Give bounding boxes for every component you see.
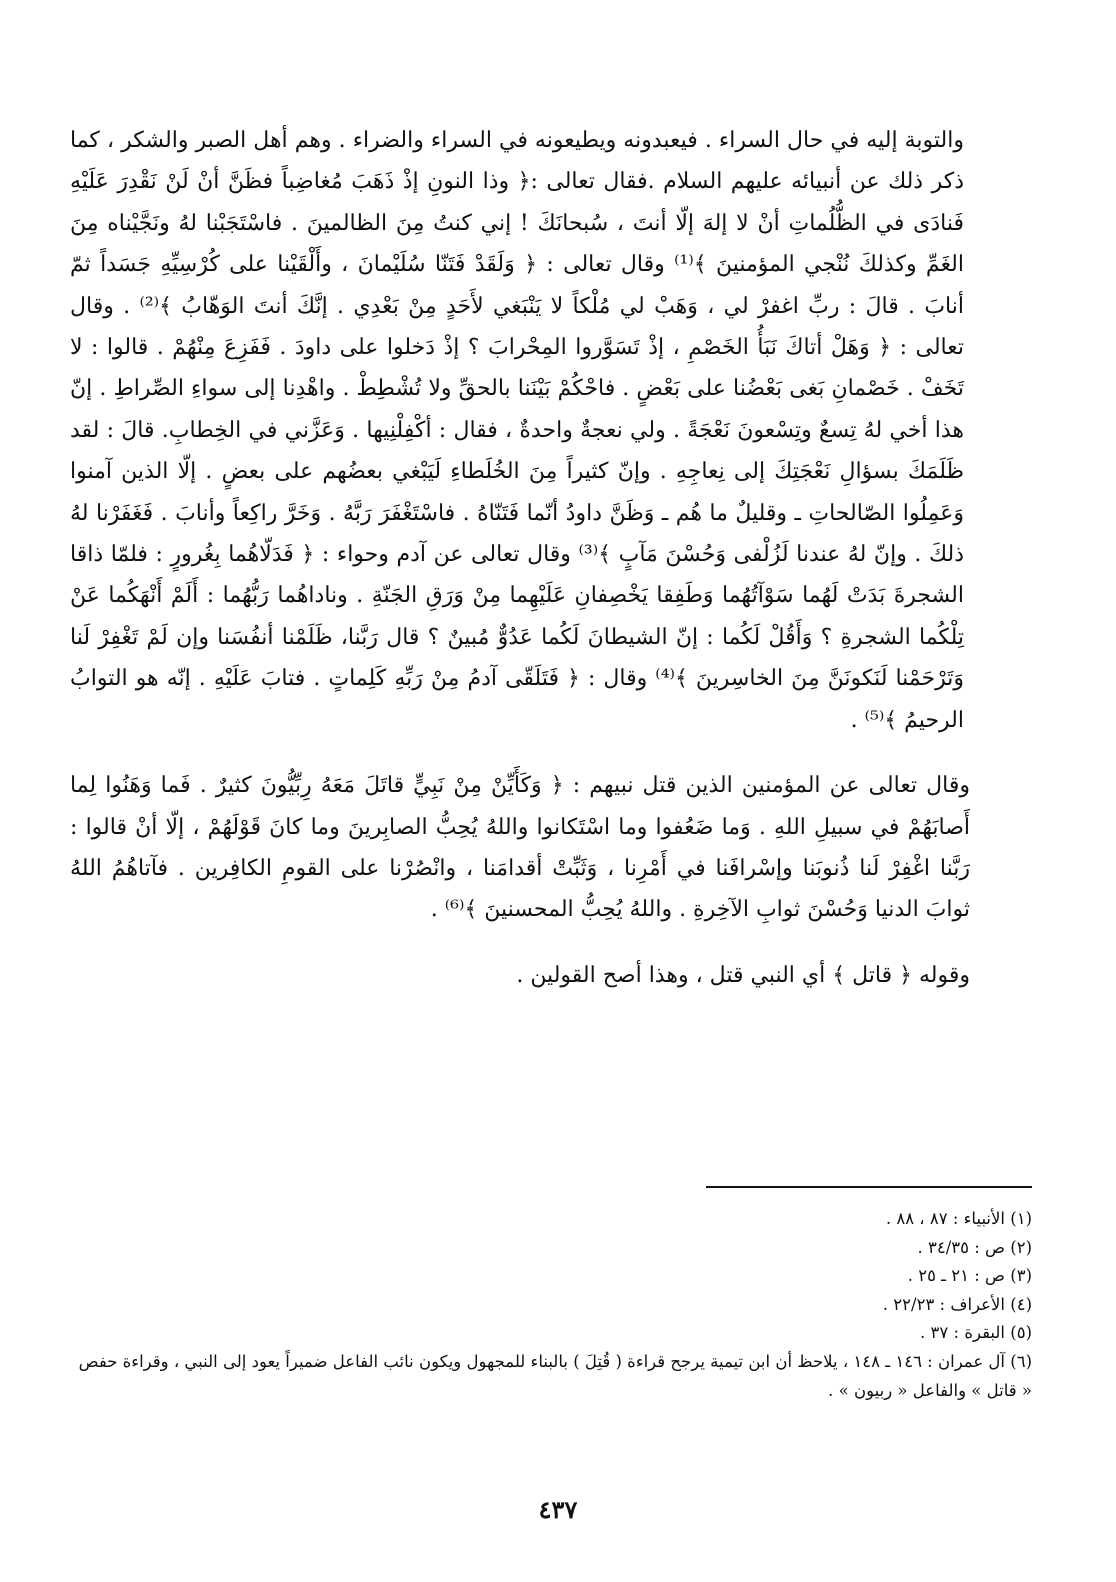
footnote-2: (٢) ص : ٣٤/٣٥ . — [917, 1237, 1032, 1257]
paragraph-3: وقوله ﴿ قاتل ﴾ أي النبي قتل ، وهذا أصح القولين . — [516, 962, 970, 988]
footnotes — [70, 1205, 1032, 1405]
footnote-5: (٥) البقرة : ٣٧ . — [920, 1323, 1032, 1343]
footnote-4: (٤) الأعراف : ٢٢/٢٣ . — [882, 1294, 1032, 1314]
footnote-divider — [706, 1186, 1032, 1188]
page-number: ٤٣٧ — [538, 1495, 578, 1524]
footnote-6: (٦) آل عمران : ١٤٦ ـ ١٤٨ ، يلاحظ أن ابن تيمية يرجح قراءة ( قُتِلَ ) بالبناء للمجهول ويكون نائب الفاعل ضميراً يعود إلى النبي ، وقراءة حفص « قاتل » والفاعل « ربيون » . — [78, 1351, 1032, 1400]
paragraph-2: وقال تعالى عن المؤمنين الذين قتل نبيهم : ﴿ وَكَأَيِّنْ مِنْ نَبِيٍّ قاتَلَ مَعَهُ رِبِّيُّونَ كثيرٌ . فَما وَهَنُوا لِما أَصابَهُمْ في سبيلِ اللهِ . وَما ضَعُفوا وما اسْتَكانوا واللهُ يُحِبُّ الصابِرينَ وما كانَ قَوْلَهُمْ ، إلّا أنْ قالوا : رَبَّنا اغْفِرْ لَنا ذُنوبَنا وإسْرافَنا في أَمْرِنا ، وَثَبِّتْ أقدامَنا ، وانْصُرْنا على القومِ الكافِرين . فآتاهُمُ اللهُ ثوابَ الدنيا وَحُسْنَ ثوابِ الآخِرةِ . واللهُ يُحِبُّ المحسنينَ ﴾⁽⁶⁾ . — [70, 773, 970, 923]
footnote-3: (٣) ص : ٢١ ـ ٢٥ . — [907, 1266, 1032, 1286]
main-text — [70, 120, 1032, 996]
footnote-1: (١) الأنبياء : ٨٧ ، ٨٨ . — [885, 1209, 1032, 1228]
paragraph-1: والتوبة إليه في حال السراء . فيعبدونه ويطيعونه في السراء والضراء . وهم أهل الصبر والشكر ، كما ذكر ذلك عن أنبيائه عليهم السلام .فقال تعالى :﴿ وذا النونِ إذْ ذَهَبَ مُغاضِباً فظَنَّ أنْ لَنْ نَقْدِرَ عَلَيْهِ فَنادَى في الظُّلُماتِ أنْ لا إلهَ إلّا أنتَ ، سُبحانَكَ ! إني كنتُ مِنَ الظالمينَ . فاسْتَجَبْنا لهُ ونَجَّيْناه مِنَ الغَمِّ وكذلكَ نُنْجي المؤمنينَ ﴾⁽¹⁾ وقال تعالى : ﴿ وَلَقَدْ فَتَنّا سُلَيْمانَ ، وأَلْقَيْنا على كُرْسِيِّهِ جَسَداً ثمّ أنابَ . قالَ : ربِّ اغفرْ لي ، وَهَبْ لي مُلْكاً لا يَنْبَغي لأَحَدٍ مِنْ بَعْدِي . إنَّكَ أنتَ الوَهّابُ ﴾⁽²⁾ . وقال تعالى : ﴿ وَهَلْ أتاكَ نَبَأُ الخَصْمِ ، إذْ تَسَوَّروا المِحْرابَ ؟ إذْ دَخلوا على داودَ . فَفَزِعَ مِنْهُمْ . قالوا : لا تَخَفْ . خَصْمانِ بَغى بَعْضُنا على بَعْضٍ . فاحْكُمْ بَيْنَنا بالحقِّ ولا تُشْطِطْ . واهْدِنا إلى سواءِ الصِّراطِ . إنّ هذا أخي لهُ تِسعٌ وتِسْعونَ نَعْجَةً . ولي نعجةٌ واحدةٌ ، فقال : أكْفِلْنِيها . وَعَزَّني في الخِطابِ. قالَ : لقد ظَلَمَكَ بسؤالِ نَعْجَتِكَ إلى نِعاجِهِ . وإنّ كثيراً مِنَ الخُلَطاءِ لَيَبْغي بعضُهم على بعضٍ . إلّا الذين آمنوا وَعَمِلُوا الصّالحاتِ ـ وقليلٌ ما هُم ـ وَظَنَّ داودُ أنّما فَتَنّاهُ . فاسْتَغْفَرَ رَبَّهُ . وَخَرَّ راكِعاً وأنابَ . فَغَفَرْنا لهُ ذلكَ . وإنّ لهُ عندنا لَزُلْفى وَحُسْنَ مَآبٍ ﴾⁽³⁾ وقال تعالى عن آدم وحواء : ﴿ فَدَلّاهُما بِغُرورٍ : فلمّا ذاقا الشجرةَ بَدَتْ لَهُما سَوْآتُهُما وَطَفِقا يَخْصِفانِ عَلَيْهِما مِنْ وَرَقِ الجَنّةِ . وناداهُما رَبُّهُما : أَلَمْ أَنْهَكُما عَنْ تِلْكُما الشجرةِ ؟ وَأَقُلْ لَكُما : إنّ الشيطانَ لَكُما عَدُوٌّ مُبينٌ ؟ قال رَبَّنا، ظَلَمْنا أنفُسَنا وإن لَمْ تَغْفِرْ لَنا وَتَرْحَمْنا لَنَكونَنَّ مِنَ الخاسِرينَ ﴾⁽⁴⁾ وقال : ﴿ فَتَلَقّى آدمُ مِنْ رَبِّهِ كَلِماتٍ . فتابَ عَلَيْهِ . إنّه هو التوابُ الرحيمُ ﴾⁽⁵⁾ . — [70, 128, 965, 733]
